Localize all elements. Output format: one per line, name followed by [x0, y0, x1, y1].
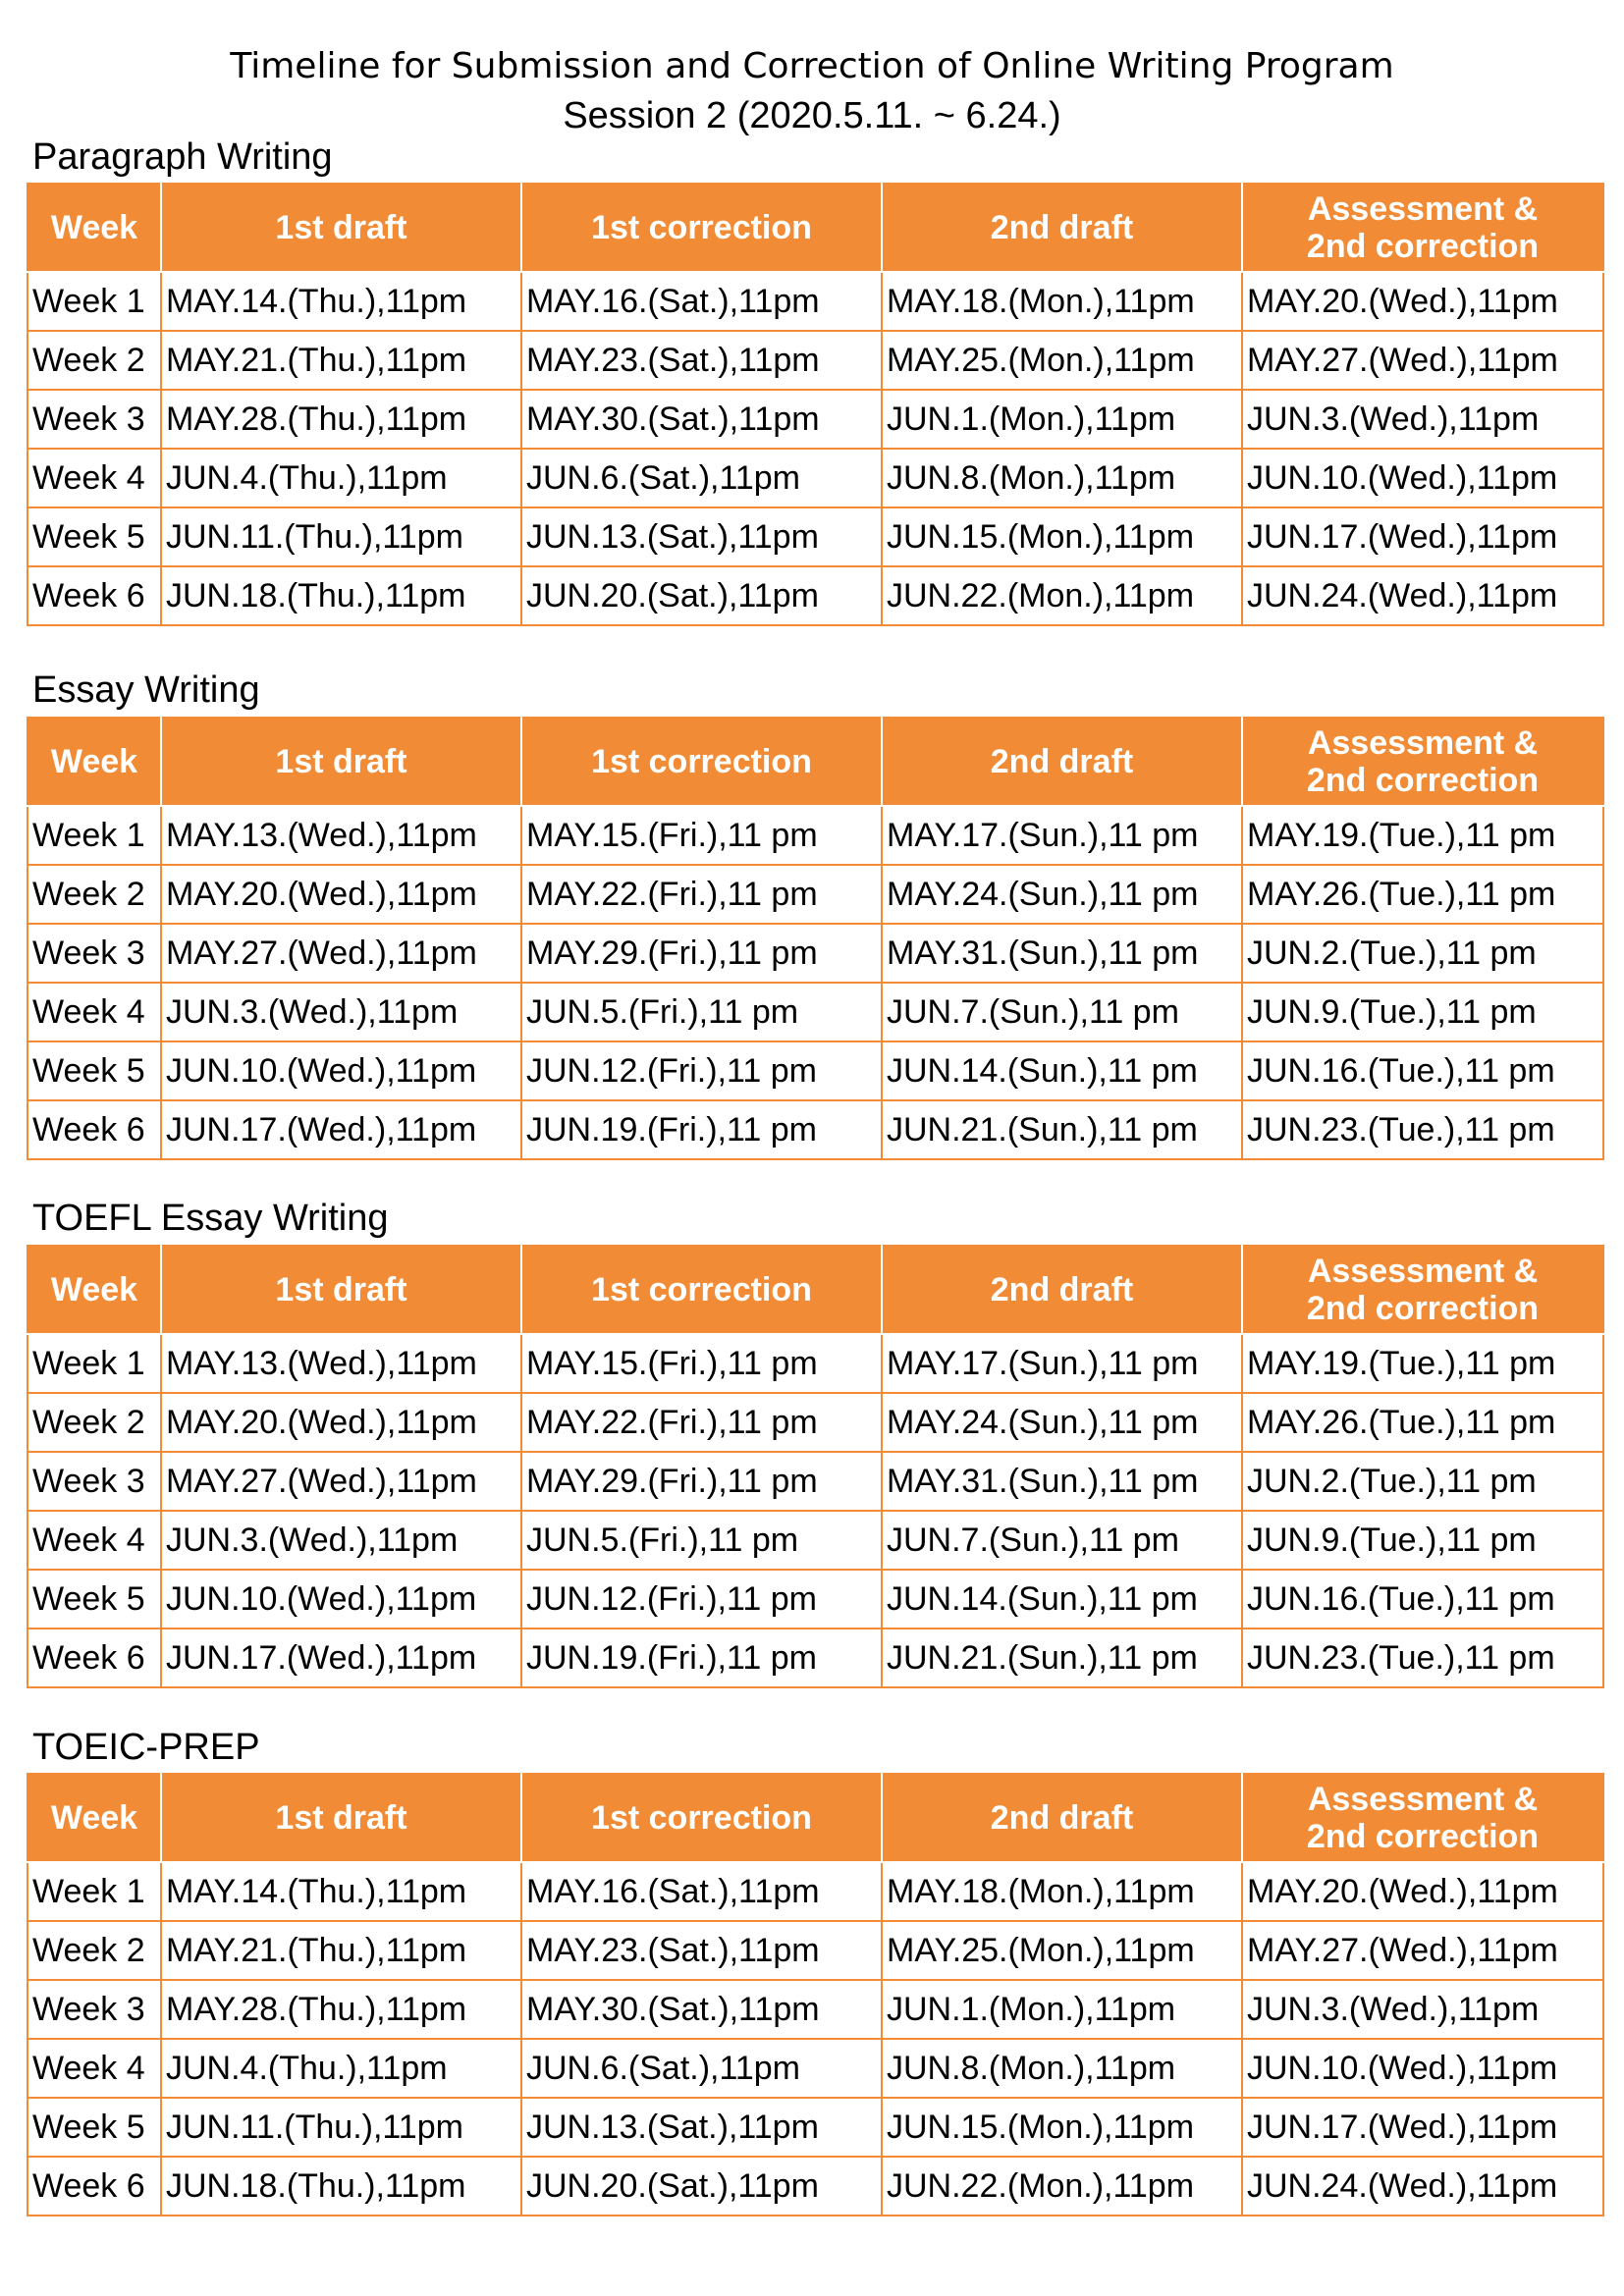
- week-cell: Week 4: [27, 449, 161, 507]
- week-cell: Week 3: [27, 1452, 161, 1511]
- table-row: [27, 983, 1603, 1041]
- first-draft-cell: MAY.13.(Wed.),11pm: [161, 806, 521, 865]
- assessment-cell: JUN.17.(Wed.),11pm: [1242, 507, 1603, 566]
- first-draft-cell: JUN.10.(Wed.),11pm: [161, 1570, 521, 1629]
- column-header-1st-correction: 1st correction: [521, 1246, 882, 1334]
- first-correction-cell: MAY.16.(Sat.),11pm: [521, 272, 882, 331]
- assessment-cell: JUN.24.(Wed.),11pm: [1242, 566, 1603, 625]
- first-draft-cell: JUN.4.(Thu.),11pm: [161, 449, 521, 507]
- column-header-assessment-2nd-correction: Assessment & 2nd correction: [1242, 718, 1603, 806]
- second-draft-cell: JUN.15.(Mon.),11pm: [882, 507, 1242, 566]
- first-correction-cell: JUN.13.(Sat.),11pm: [521, 507, 882, 566]
- section-title-paragraph-writing: Paragraph Writing: [32, 136, 333, 178]
- week-cell: Week 2: [27, 1921, 161, 1980]
- first-draft-cell: MAY.20.(Wed.),11pm: [161, 865, 521, 924]
- week-cell: Week 3: [27, 924, 161, 983]
- table-row: [27, 2098, 1603, 2157]
- table-row: [27, 806, 1603, 865]
- table-row: [27, 272, 1603, 331]
- first-draft-cell: JUN.4.(Thu.),11pm: [161, 2039, 521, 2098]
- assessment-cell: MAY.19.(Tue.),11 pm: [1242, 1334, 1603, 1393]
- second-draft-cell: MAY.31.(Sun.),11 pm: [882, 924, 1242, 983]
- first-correction-cell: JUN.5.(Fri.),11 pm: [521, 1511, 882, 1570]
- week-cell: Week 6: [27, 566, 161, 625]
- first-correction-cell: MAY.23.(Sat.),11pm: [521, 1921, 882, 1980]
- table-row: [27, 1629, 1603, 1687]
- first-draft-cell: MAY.13.(Wed.),11pm: [161, 1334, 521, 1393]
- table-row: [27, 2039, 1603, 2098]
- section-title-toefl-essay-writing: TOEFL Essay Writing: [32, 1198, 389, 1239]
- assessment-cell: JUN.23.(Tue.),11 pm: [1242, 1629, 1603, 1687]
- week-cell: Week 1: [27, 1862, 161, 1921]
- second-draft-cell: MAY.18.(Mon.),11pm: [882, 272, 1242, 331]
- column-header-assessment-2nd-correction: Assessment & 2nd correction: [1242, 1246, 1603, 1334]
- week-cell: Week 1: [27, 806, 161, 865]
- week-cell: Week 6: [27, 1629, 161, 1687]
- assessment-cell: JUN.17.(Wed.),11pm: [1242, 2098, 1603, 2157]
- assessment-cell: JUN.3.(Wed.),11pm: [1242, 1980, 1603, 2039]
- table-row: [27, 1100, 1603, 1159]
- table-row: [27, 1334, 1603, 1393]
- first-draft-cell: MAY.20.(Wed.),11pm: [161, 1393, 521, 1452]
- second-draft-cell: JUN.22.(Mon.),11pm: [882, 566, 1242, 625]
- assessment-cell: JUN.9.(Tue.),11 pm: [1242, 1511, 1603, 1570]
- table-row: [27, 1921, 1603, 1980]
- first-draft-cell: MAY.28.(Thu.),11pm: [161, 1980, 521, 2039]
- first-correction-cell: MAY.16.(Sat.),11pm: [521, 1862, 882, 1921]
- week-cell: Week 1: [27, 272, 161, 331]
- assessment-cell: JUN.16.(Tue.),11 pm: [1242, 1570, 1603, 1629]
- first-draft-cell: JUN.11.(Thu.),11pm: [161, 507, 521, 566]
- column-header-week: Week: [27, 184, 161, 272]
- assessment-cell: JUN.3.(Wed.),11pm: [1242, 390, 1603, 449]
- first-correction-cell: MAY.22.(Fri.),11 pm: [521, 865, 882, 924]
- week-cell: Week 4: [27, 2039, 161, 2098]
- column-header-2nd-draft: 2nd draft: [882, 1246, 1242, 1334]
- assessment-cell: JUN.2.(Tue.),11 pm: [1242, 1452, 1603, 1511]
- first-draft-cell: JUN.10.(Wed.),11pm: [161, 1041, 521, 1100]
- second-draft-cell: MAY.17.(Sun.),11 pm: [882, 1334, 1242, 1393]
- week-cell: Week 6: [27, 1100, 161, 1159]
- second-draft-cell: JUN.1.(Mon.),11pm: [882, 1980, 1242, 2039]
- week-cell: Week 4: [27, 983, 161, 1041]
- second-draft-cell: MAY.24.(Sun.),11 pm: [882, 1393, 1242, 1452]
- second-draft-cell: JUN.7.(Sun.),11 pm: [882, 1511, 1242, 1570]
- first-correction-cell: MAY.29.(Fri.),11 pm: [521, 1452, 882, 1511]
- table-row: [27, 449, 1603, 507]
- assessment-cell: MAY.20.(Wed.),11pm: [1242, 272, 1603, 331]
- first-correction-cell: MAY.30.(Sat.),11pm: [521, 390, 882, 449]
- first-draft-cell: JUN.17.(Wed.),11pm: [161, 1629, 521, 1687]
- first-correction-cell: JUN.6.(Sat.),11pm: [521, 449, 882, 507]
- second-draft-cell: MAY.25.(Mon.),11pm: [882, 331, 1242, 390]
- table-row: [27, 924, 1603, 983]
- week-cell: Week 1: [27, 1334, 161, 1393]
- page-subtitle: Session 2 (2020.5.11. ~ 6.24.): [563, 95, 1061, 136]
- week-cell: Week 5: [27, 507, 161, 566]
- first-correction-cell: MAY.29.(Fri.),11 pm: [521, 924, 882, 983]
- table-row: [27, 1570, 1603, 1629]
- second-draft-cell: JUN.21.(Sun.),11 pm: [882, 1629, 1242, 1687]
- column-header-1st-draft: 1st draft: [161, 718, 521, 806]
- table-row: [27, 1980, 1603, 2039]
- second-draft-cell: MAY.31.(Sun.),11 pm: [882, 1452, 1242, 1511]
- second-draft-cell: JUN.15.(Mon.),11pm: [882, 2098, 1242, 2157]
- column-header-2nd-draft: 2nd draft: [882, 1774, 1242, 1862]
- first-correction-cell: JUN.19.(Fri.),11 pm: [521, 1629, 882, 1687]
- table-row: [27, 1393, 1603, 1452]
- first-draft-cell: MAY.28.(Thu.),11pm: [161, 390, 521, 449]
- first-correction-cell: MAY.15.(Fri.),11 pm: [521, 1334, 882, 1393]
- table-row: [27, 1511, 1603, 1570]
- table-row: [27, 1862, 1603, 1921]
- first-correction-cell: JUN.12.(Fri.),11 pm: [521, 1041, 882, 1100]
- week-cell: Week 3: [27, 1980, 161, 2039]
- essay-writing-table: [27, 717, 1604, 1160]
- table-row: [27, 566, 1603, 625]
- week-cell: Week 5: [27, 1041, 161, 1100]
- second-draft-cell: MAY.18.(Mon.),11pm: [882, 1862, 1242, 1921]
- second-draft-cell: JUN.8.(Mon.),11pm: [882, 2039, 1242, 2098]
- assessment-cell: JUN.24.(Wed.),11pm: [1242, 2157, 1603, 2216]
- section-title-essay-writing: Essay Writing: [32, 669, 260, 711]
- second-draft-cell: MAY.25.(Mon.),11pm: [882, 1921, 1242, 1980]
- toeic-prep-table: [27, 1773, 1604, 2216]
- week-cell: Week 5: [27, 1570, 161, 1629]
- assessment-cell: JUN.23.(Tue.),11 pm: [1242, 1100, 1603, 1159]
- first-draft-cell: JUN.17.(Wed.),11pm: [161, 1100, 521, 1159]
- assessment-cell: JUN.2.(Tue.),11 pm: [1242, 924, 1603, 983]
- assessment-cell: JUN.10.(Wed.),11pm: [1242, 2039, 1603, 2098]
- first-draft-cell: MAY.14.(Thu.),11pm: [161, 1862, 521, 1921]
- week-cell: Week 3: [27, 390, 161, 449]
- table-row: [27, 390, 1603, 449]
- column-header-assessment-2nd-correction: Assessment & 2nd correction: [1242, 184, 1603, 272]
- second-draft-cell: JUN.22.(Mon.),11pm: [882, 2157, 1242, 2216]
- first-draft-cell: MAY.27.(Wed.),11pm: [161, 924, 521, 983]
- column-header-1st-correction: 1st correction: [521, 1774, 882, 1862]
- column-header-1st-draft: 1st draft: [161, 1246, 521, 1334]
- first-correction-cell: JUN.12.(Fri.),11 pm: [521, 1570, 882, 1629]
- first-draft-cell: MAY.21.(Thu.),11pm: [161, 331, 521, 390]
- second-draft-cell: MAY.24.(Sun.),11 pm: [882, 865, 1242, 924]
- column-header-2nd-draft: 2nd draft: [882, 718, 1242, 806]
- table-row: [27, 331, 1603, 390]
- column-header-1st-correction: 1st correction: [521, 718, 882, 806]
- assessment-cell: MAY.26.(Tue.),11 pm: [1242, 1393, 1603, 1452]
- first-correction-cell: JUN.19.(Fri.),11 pm: [521, 1100, 882, 1159]
- second-draft-cell: JUN.1.(Mon.),11pm: [882, 390, 1242, 449]
- column-header-week: Week: [27, 1246, 161, 1334]
- week-cell: Week 2: [27, 1393, 161, 1452]
- assessment-cell: MAY.27.(Wed.),11pm: [1242, 1921, 1603, 1980]
- second-draft-cell: JUN.14.(Sun.),11 pm: [882, 1570, 1242, 1629]
- first-correction-cell: MAY.23.(Sat.),11pm: [521, 331, 882, 390]
- first-correction-cell: JUN.6.(Sat.),11pm: [521, 2039, 882, 2098]
- first-correction-cell: MAY.15.(Fri.),11 pm: [521, 806, 882, 865]
- second-draft-cell: JUN.14.(Sun.),11 pm: [882, 1041, 1242, 1100]
- second-draft-cell: MAY.17.(Sun.),11 pm: [882, 806, 1242, 865]
- page-title: Timeline for Submission and Correction of Online Writing Program: [230, 46, 1394, 86]
- first-draft-cell: JUN.11.(Thu.),11pm: [161, 2098, 521, 2157]
- column-header-2nd-draft: 2nd draft: [882, 184, 1242, 272]
- section-title-toeic-prep: TOEIC-PREP: [32, 1727, 260, 1768]
- first-correction-cell: JUN.20.(Sat.),11pm: [521, 566, 882, 625]
- week-cell: Week 5: [27, 2098, 161, 2157]
- first-correction-cell: MAY.22.(Fri.),11 pm: [521, 1393, 882, 1452]
- paragraph-writing-table: [27, 183, 1604, 626]
- first-correction-cell: JUN.5.(Fri.),11 pm: [521, 983, 882, 1041]
- column-header-assessment-2nd-correction: Assessment & 2nd correction: [1242, 1774, 1603, 1862]
- assessment-cell: MAY.20.(Wed.),11pm: [1242, 1862, 1603, 1921]
- first-draft-cell: MAY.21.(Thu.),11pm: [161, 1921, 521, 1980]
- first-correction-cell: MAY.30.(Sat.),11pm: [521, 1980, 882, 2039]
- week-cell: Week 2: [27, 865, 161, 924]
- column-header-week: Week: [27, 1774, 161, 1862]
- second-draft-cell: JUN.7.(Sun.),11 pm: [882, 983, 1242, 1041]
- first-correction-cell: JUN.20.(Sat.),11pm: [521, 2157, 882, 2216]
- table-row: [27, 2157, 1603, 2216]
- table-row: [27, 1041, 1603, 1100]
- second-draft-cell: JUN.8.(Mon.),11pm: [882, 449, 1242, 507]
- first-draft-cell: JUN.18.(Thu.),11pm: [161, 2157, 521, 2216]
- column-header-1st-correction: 1st correction: [521, 184, 882, 272]
- table-row: [27, 865, 1603, 924]
- assessment-cell: MAY.26.(Tue.),11 pm: [1242, 865, 1603, 924]
- assessment-cell: MAY.19.(Tue.),11 pm: [1242, 806, 1603, 865]
- week-cell: Week 6: [27, 2157, 161, 2216]
- assessment-cell: JUN.10.(Wed.),11pm: [1242, 449, 1603, 507]
- assessment-cell: JUN.9.(Tue.),11 pm: [1242, 983, 1603, 1041]
- table-row: [27, 507, 1603, 566]
- column-header-1st-draft: 1st draft: [161, 184, 521, 272]
- week-cell: Week 4: [27, 1511, 161, 1570]
- second-draft-cell: JUN.21.(Sun.),11 pm: [882, 1100, 1242, 1159]
- first-draft-cell: MAY.27.(Wed.),11pm: [161, 1452, 521, 1511]
- first-draft-cell: MAY.14.(Thu.),11pm: [161, 272, 521, 331]
- first-correction-cell: JUN.13.(Sat.),11pm: [521, 2098, 882, 2157]
- first-draft-cell: JUN.3.(Wed.),11pm: [161, 1511, 521, 1570]
- assessment-cell: MAY.27.(Wed.),11pm: [1242, 331, 1603, 390]
- week-cell: Week 2: [27, 331, 161, 390]
- table-row: [27, 1452, 1603, 1511]
- toefl-essay-writing-table: [27, 1245, 1604, 1688]
- first-draft-cell: JUN.18.(Thu.),11pm: [161, 566, 521, 625]
- column-header-week: Week: [27, 718, 161, 806]
- first-draft-cell: JUN.3.(Wed.),11pm: [161, 983, 521, 1041]
- assessment-cell: JUN.16.(Tue.),11 pm: [1242, 1041, 1603, 1100]
- column-header-1st-draft: 1st draft: [161, 1774, 521, 1862]
